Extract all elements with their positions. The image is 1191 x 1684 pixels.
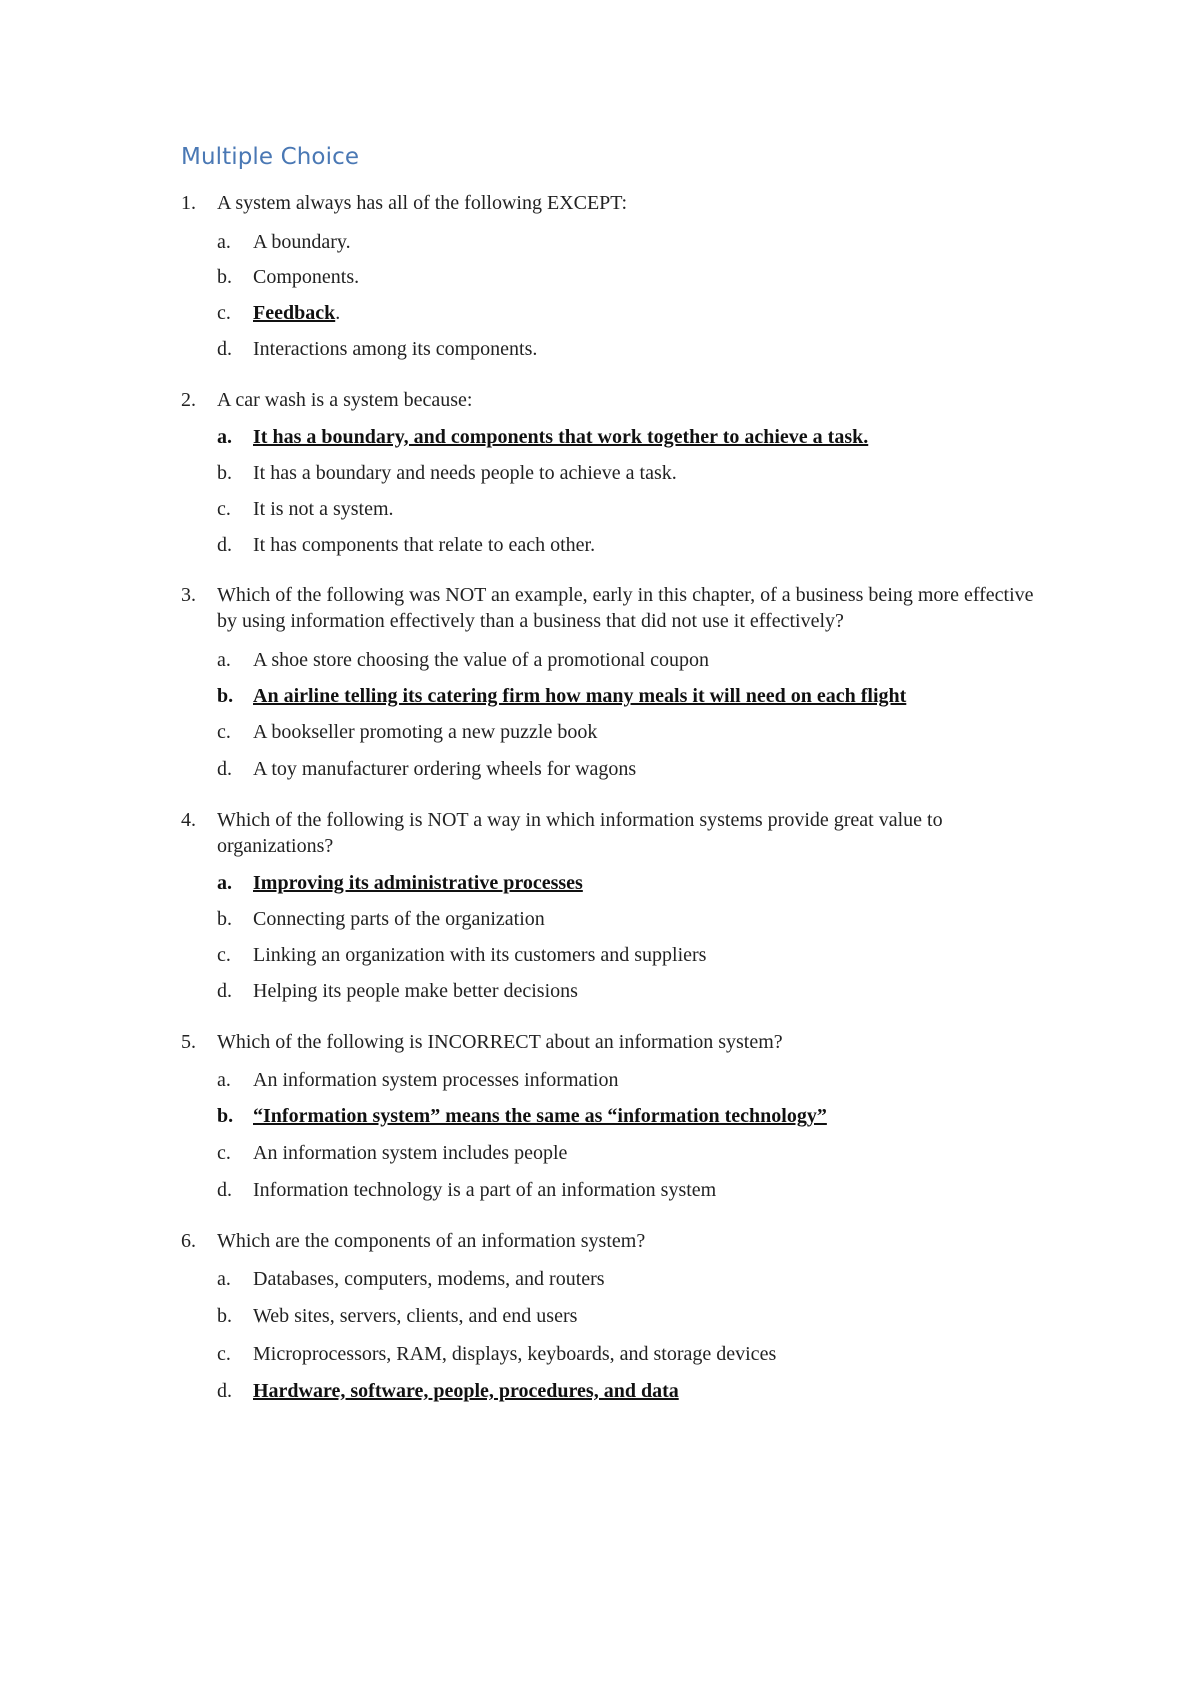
option-text: Information technology is a part of an information system (253, 1179, 717, 1201)
option-2b (0, 460, 1191, 486)
option-letter: c. (217, 498, 231, 520)
option-letter: a. (217, 426, 232, 448)
option-6d (0, 1378, 1191, 1404)
option-2a (0, 424, 1191, 450)
option-4b (0, 906, 1191, 932)
option-3d (0, 756, 1191, 782)
option-5c (0, 1140, 1191, 1166)
question-number: 2. (181, 389, 196, 411)
question-number: 5. (181, 1031, 196, 1053)
option-letter: b. (217, 266, 232, 288)
question-text: Which are the components of an information system? (217, 1230, 646, 1252)
question-number: 4. (181, 809, 196, 831)
option-text: It is not a system. (253, 498, 394, 520)
option-text: It has components that relate to each other. (253, 534, 596, 556)
option-letter: b. (217, 685, 234, 707)
option-text: It has a boundary and needs people to achieve a task. (253, 462, 677, 484)
option-text: A boundary. (253, 231, 351, 253)
option-letter: c. (217, 1343, 231, 1365)
option-text: Connecting parts of the organization (253, 908, 545, 930)
option-letter: d. (217, 758, 232, 780)
correct-answer: “Information system” means the same as “information technology” (253, 1105, 827, 1127)
option-6b (0, 1303, 1191, 1329)
option-1c (0, 300, 1191, 326)
question-text: Which of the following is NOT a way in which information systems provide great value to organizations? (217, 809, 943, 857)
option-letter: b. (217, 462, 232, 484)
option-text: A toy manufacturer ordering wheels for wagons (253, 758, 637, 780)
question-number: 3. (181, 584, 196, 606)
option-4d (0, 978, 1191, 1004)
option-3b (0, 683, 1191, 709)
option-4a (0, 870, 1191, 896)
question-text: A car wash is a system because: (217, 389, 473, 411)
option-5a (0, 1067, 1191, 1093)
option-letter: c. (217, 302, 231, 324)
option-1b (0, 264, 1191, 290)
option-letter: b. (217, 1305, 232, 1327)
option-6a (0, 1266, 1191, 1292)
option-3a (0, 647, 1191, 673)
option-5d (0, 1177, 1191, 1203)
option-letter: b. (217, 908, 232, 930)
correct-answer: It has a boundary, and components that work together to achieve a task. (253, 426, 869, 448)
option-text: A bookseller promoting a new puzzle book (253, 721, 598, 743)
option-letter: a. (217, 649, 231, 671)
correct-answer: Improving its administrative processes (253, 872, 583, 894)
option-text: Helping its people make better decisions (253, 980, 578, 1002)
correct-answer: Feedback (253, 302, 336, 324)
option-text: A shoe store choosing the value of a promotional coupon (253, 649, 710, 671)
question-text: A system always has all of the following EXCEPT: (217, 192, 628, 214)
option-letter: c. (217, 944, 231, 966)
option-letter: c. (217, 1142, 231, 1164)
option-3c (0, 719, 1191, 745)
option-1d (0, 336, 1191, 362)
question-text: Which of the following was NOT an example, early in this chapter, of a business being more effective by using information effectively than a business that did not use it effectively? (217, 584, 1034, 632)
correct-answer: An airline telling its catering firm how many meals it will need on each flight (253, 685, 907, 707)
option-letter: b. (217, 1105, 234, 1127)
option-text: Web sites, servers, clients, and end users (253, 1305, 578, 1327)
option-letter: d. (217, 1380, 232, 1402)
option-text: An information system includes people (253, 1142, 568, 1164)
option-letter: d. (217, 534, 232, 556)
option-5b (0, 1103, 1191, 1129)
option-text: Databases, computers, modems, and routers (253, 1268, 605, 1290)
option-letter: a. (217, 231, 231, 253)
option-suffix: . (335, 302, 341, 324)
option-letter: a. (217, 1268, 231, 1290)
option-2d (0, 532, 1191, 558)
option-letter: a. (217, 1069, 231, 1091)
correct-answer: Hardware, software, people, procedures, and data (253, 1380, 679, 1402)
option-letter: c. (217, 721, 231, 743)
section-heading: Multiple Choice (181, 144, 360, 170)
option-1a (0, 229, 1191, 255)
option-6c (0, 1341, 1191, 1367)
question-text: Which of the following is INCORRECT about an information system? (217, 1031, 783, 1053)
question-number: 1. (181, 192, 196, 214)
option-letter: d. (217, 338, 232, 360)
option-letter: a. (217, 872, 232, 894)
option-letter: d. (217, 980, 232, 1002)
option-text: Components. (253, 266, 360, 288)
question-number: 6. (181, 1230, 196, 1252)
option-text: An information system processes information (253, 1069, 619, 1091)
option-text: Linking an organization with its customers and suppliers (253, 944, 707, 966)
option-letter: d. (217, 1179, 232, 1201)
option-text: Interactions among its components. (253, 338, 538, 360)
option-2c (0, 496, 1191, 522)
option-text: Microprocessors, RAM, displays, keyboards, and storage devices (253, 1343, 777, 1365)
option-text-correct (253, 300, 1153, 326)
option-4c (0, 942, 1191, 968)
